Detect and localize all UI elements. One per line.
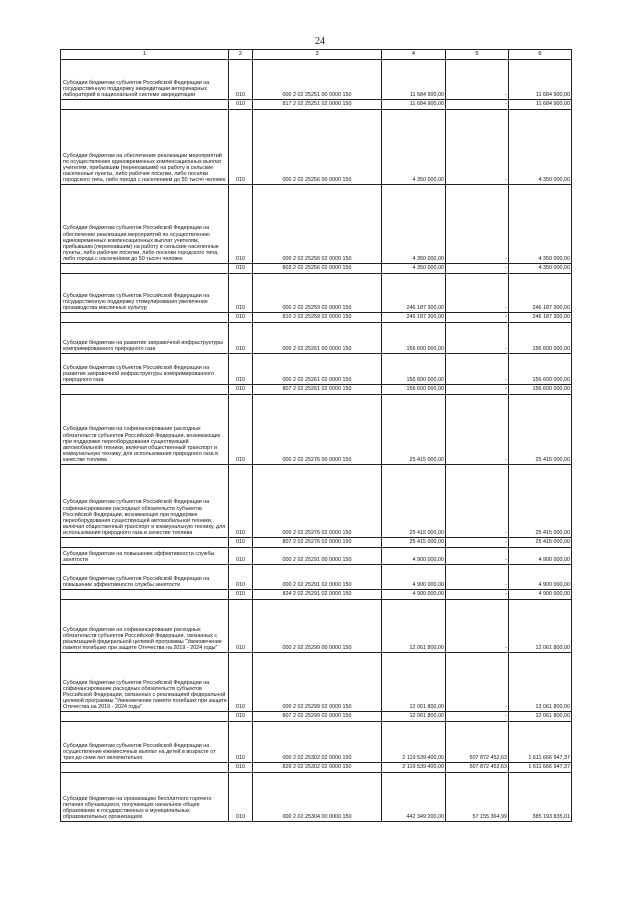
row-group-code: 010 <box>229 600 253 653</box>
table-row <box>61 538 572 548</box>
table-row <box>61 313 572 323</box>
row-amount-col6: 12 061 800,00 <box>509 653 572 712</box>
row-description: Субсидии бюджетам на софинансирование расходных обязательств субъектов Российской Федерации, связанных с реализацией федеральной целевой программы "Увековечение памяти погибших при защите Отечества на 2019 - 2024 годы" <box>61 600 229 653</box>
row-description <box>61 763 229 773</box>
row-budget-code: 000 2 02 25299 02 0000 150 <box>253 653 382 712</box>
table-row <box>61 185 572 264</box>
row-amount-col5: - <box>446 110 509 185</box>
table-row <box>61 722 572 763</box>
row-amount-col4: 4 900 000,00 <box>382 565 446 590</box>
row-amount-col5: - <box>446 600 509 653</box>
table-row <box>61 712 572 722</box>
row-description <box>61 385 229 395</box>
row-amount-col4: 4 350 000,00 <box>382 185 446 264</box>
row-group-code: 010 <box>229 313 253 323</box>
row-description: Субсидии бюджетам субъектов Российской Федерации на софинансирование расходных обязательств субъектов Российской Федерации, возникающих при поддержке переоборудования существующей автомобильной техники, включая общественный транспорт и коммунальную технику, для использования природного газа в качестве топлива <box>61 465 229 538</box>
row-budget-code: 000 2 02 25261 02 0000 150 <box>253 354 382 385</box>
row-budget-code: 000 2 02 25261 00 0000 150 <box>253 323 382 354</box>
row-amount-col6: 4 900 000,00 <box>509 590 572 600</box>
row-description: Субсидии бюджетам субъектов Российской Федерации на государственную поддержку стимулирования увеличения производства масличных культур <box>61 274 229 313</box>
row-budget-code: 000 2 02 25291 02 0000 150 <box>253 565 382 590</box>
row-amount-col4: 442 349 200,00 <box>382 773 446 822</box>
row-amount-col4: 11 684 900,00 <box>382 100 446 110</box>
row-group-code: 010 <box>229 565 253 590</box>
column-header: 5 <box>446 50 509 60</box>
row-budget-code: 824 2 02 25291 02 0000 150 <box>253 590 382 600</box>
row-description: Субсидии бюджетам субъектов Российской Федерации на развитие заправочной инфраструктуры компримированного природного газа <box>61 354 229 385</box>
row-group-code: 010 <box>229 185 253 264</box>
row-group-code: 010 <box>229 712 253 722</box>
row-amount-col4: 246 187 300,00 <box>382 313 446 323</box>
row-amount-col5: - <box>446 60 509 100</box>
column-header: 6 <box>509 50 572 60</box>
row-amount-col6: 246 187 300,00 <box>509 313 572 323</box>
row-group-code: 010 <box>229 773 253 822</box>
row-amount-col4: 4 350 000,00 <box>382 110 446 185</box>
row-description: Субсидии бюджетам на развитие заправочной инфраструктуры компримированного природного газа <box>61 323 229 354</box>
table-row <box>61 773 572 822</box>
row-amount-col5: - <box>446 185 509 264</box>
row-amount-col4: 2 119 539 400,00 <box>382 763 446 773</box>
row-group-code: 010 <box>229 653 253 712</box>
row-budget-code: 826 2 02 25302 02 0000 150 <box>253 763 382 773</box>
row-description <box>61 100 229 110</box>
column-header: 4 <box>382 50 446 60</box>
row-description <box>61 590 229 600</box>
row-budget-code: 000 2 02 25276 00 0000 150 <box>253 395 382 465</box>
table-row <box>61 600 572 653</box>
column-header: 3 <box>253 50 382 60</box>
row-budget-code: 000 2 02 25291 00 0000 150 <box>253 548 382 565</box>
row-budget-code: 000 2 02 25256 00 0000 150 <box>253 110 382 185</box>
row-group-code: 010 <box>229 395 253 465</box>
row-budget-code: 807 2 02 25276 02 0000 150 <box>253 538 382 548</box>
row-amount-col4: 12 061 800,00 <box>382 712 446 722</box>
row-group-code: 010 <box>229 385 253 395</box>
row-budget-code: 000 2 02 25251 00 0000 150 <box>253 60 382 100</box>
row-amount-col5: - <box>446 653 509 712</box>
row-group-code: 010 <box>229 354 253 385</box>
table-row <box>61 465 572 538</box>
row-amount-col4: 12 061 800,00 <box>382 600 446 653</box>
row-description <box>61 538 229 548</box>
row-amount-col6: 156 600 000,00 <box>509 385 572 395</box>
row-amount-col5: - <box>446 323 509 354</box>
row-amount-col6: 4 350 000,00 <box>509 185 572 264</box>
page-number: 24 <box>315 36 325 47</box>
row-amount-col5: 507 872 452,63 <box>446 722 509 763</box>
table-row <box>61 60 572 100</box>
row-amount-col6: 1 611 666 947,37 <box>509 722 572 763</box>
row-description: Субсидии бюджетам на обеспечение реализации мероприятий по осуществлению единовременных компенсационных выплат учителям, прибывшим (переехавшим) на работу в сельские населенные пункты, либо рабочие поселки, либо поселки городского типа, либо города с населением до 50 тысяч человек <box>61 110 229 185</box>
row-description <box>61 712 229 722</box>
row-amount-col4: 156 600 000,00 <box>382 354 446 385</box>
row-amount-col5: - <box>446 565 509 590</box>
row-description: Субсидии бюджетам субъектов Российской Федерации на осуществление ежемесячных выплат на детей в возрасте от трех до семи лет включительно <box>61 722 229 763</box>
row-description: Субсидии бюджетам на организацию бесплатного горячего питания обучающихся, получающих начальное общее образование в государственных и муниципальных образовательных организациях <box>61 773 229 822</box>
row-amount-col6: 25 415 000,00 <box>509 395 572 465</box>
row-amount-col5: - <box>446 274 509 313</box>
table-row <box>61 653 572 712</box>
row-amount-col6: 12 061 800,00 <box>509 712 572 722</box>
row-budget-code: 807 2 02 25299 02 0000 150 <box>253 712 382 722</box>
row-group-code: 010 <box>229 538 253 548</box>
row-group-code: 010 <box>229 264 253 274</box>
row-amount-col5: 507 872 452,63 <box>446 763 509 773</box>
column-header: 1 <box>61 50 229 60</box>
row-amount-col6: 156 600 000,00 <box>509 354 572 385</box>
table-row <box>61 590 572 600</box>
row-amount-col6: 4 900 000,00 <box>509 548 572 565</box>
row-amount-col4: 246 187 300,00 <box>382 274 446 313</box>
row-group-code: 010 <box>229 274 253 313</box>
row-amount-col4: 25 415 000,00 <box>382 465 446 538</box>
table-row <box>61 323 572 354</box>
row-amount-col4: 4 900 000,00 <box>382 548 446 565</box>
row-amount-col6: 246 187 300,00 <box>509 274 572 313</box>
row-budget-code: 000 2 02 25259 02 0000 150 <box>253 274 382 313</box>
row-amount-col5: - <box>446 590 509 600</box>
row-amount-col4: 4 900 000,00 <box>382 590 446 600</box>
row-amount-col6: 156 600 000,00 <box>509 323 572 354</box>
row-amount-col6: 1 611 666 947,37 <box>509 763 572 773</box>
row-budget-code: 803 2 02 25256 02 0000 150 <box>253 264 382 274</box>
row-group-code: 010 <box>229 323 253 354</box>
row-group-code: 010 <box>229 722 253 763</box>
row-group-code: 010 <box>229 110 253 185</box>
row-group-code: 010 <box>229 590 253 600</box>
row-group-code: 010 <box>229 60 253 100</box>
row-budget-code: 817 2 02 25251 02 0000 150 <box>253 100 382 110</box>
row-group-code: 010 <box>229 763 253 773</box>
row-amount-col6: 4 350 000,00 <box>509 110 572 185</box>
table-row <box>61 274 572 313</box>
row-description: Субсидии бюджетам субъектов Российской Федерации на софинансирование расходных обязательств субъектов Российской Федерации, связанных с реализацией федеральной целевой программы "Увековечение памяти погибших при защите Отечества на 2019 - 2024 годы" <box>61 653 229 712</box>
row-amount-col6: 4 350 000,00 <box>509 264 572 274</box>
row-group-code: 010 <box>229 465 253 538</box>
row-description <box>61 313 229 323</box>
row-amount-col4: 25 415 000,00 <box>382 538 446 548</box>
table-row <box>61 395 572 465</box>
row-amount-col6: 12 061 800,00 <box>509 600 572 653</box>
table-row <box>61 763 572 773</box>
row-amount-col4: 156 600 000,00 <box>382 385 446 395</box>
table-row <box>61 548 572 565</box>
table-header-row <box>61 50 572 60</box>
row-budget-code: 000 2 02 25299 00 0000 150 <box>253 600 382 653</box>
row-amount-col6: 4 900 000,00 <box>509 565 572 590</box>
row-budget-code: 000 2 02 25302 02 0000 150 <box>253 722 382 763</box>
row-amount-col5: - <box>446 712 509 722</box>
row-budget-code: 000 2 02 25304 00 0000 150 <box>253 773 382 822</box>
row-description: Субсидии бюджетам субъектов Российской Федерации на государственную поддержку аккредитации ветеринарных лабораторий в национальной системе аккредитации <box>61 60 229 100</box>
row-description: Субсидии бюджетам субъектов Российской Федерации на обеспечение реализации мероприятий по осуществлению единовременных компенсационных выплат учителям, прибывшим (переехавшим) на работу в сельские населенные пункты, либо рабочие поселки, либо поселки городского типа, либо города с населением до 50 тысяч человек <box>61 185 229 264</box>
row-description: Субсидии бюджетам субъектов Российской Федерации на повышение эффективности службы занятости <box>61 565 229 590</box>
row-amount-col4: 4 350 000,00 <box>382 264 446 274</box>
row-amount-col5: 57 155 364,99 <box>446 773 509 822</box>
table-row <box>61 110 572 185</box>
row-amount-col4: 156 600 000,00 <box>382 323 446 354</box>
row-amount-col4: 25 415 000,00 <box>382 395 446 465</box>
row-amount-col5: - <box>446 538 509 548</box>
table-row <box>61 264 572 274</box>
table-row <box>61 100 572 110</box>
row-description: Субсидии бюджетам на софинансирование расходных обязательств субъектов Российской Федерации, возникающих при поддержке переоборудования существующей автомобильной техники, включая общественный транспорт и коммунальную технику, для использования природного газа в качестве топлива <box>61 395 229 465</box>
row-amount-col4: 12 061 800,00 <box>382 653 446 712</box>
row-budget-code: 000 2 02 25276 02 0000 150 <box>253 465 382 538</box>
row-budget-code: 807 2 02 25261 02 0000 150 <box>253 385 382 395</box>
row-amount-col4: 11 684 900,00 <box>382 60 446 100</box>
table-row <box>61 385 572 395</box>
budget-table <box>60 49 572 822</box>
column-header: 2 <box>229 50 253 60</box>
row-budget-code: 000 2 02 25256 02 0000 150 <box>253 185 382 264</box>
row-amount-col5: - <box>446 548 509 565</box>
row-amount-col6: 25 415 000,00 <box>509 538 572 548</box>
row-amount-col5: - <box>446 313 509 323</box>
row-group-code: 010 <box>229 100 253 110</box>
row-amount-col6: 11 684 900,00 <box>509 60 572 100</box>
row-description <box>61 264 229 274</box>
row-amount-col4: 2 119 539 400,00 <box>382 722 446 763</box>
row-amount-col5: - <box>446 465 509 538</box>
row-amount-col5: - <box>446 395 509 465</box>
row-amount-col5: - <box>446 264 509 274</box>
row-amount-col6: 385 193 835,01 <box>509 773 572 822</box>
row-description: Субсидии бюджетам на повышение эффективности службы занятости <box>61 548 229 565</box>
row-amount-col6: 25 415 000,00 <box>509 465 572 538</box>
row-amount-col5: - <box>446 354 509 385</box>
row-budget-code: 810 2 02 25259 02 0000 150 <box>253 313 382 323</box>
table-row <box>61 565 572 590</box>
table-row <box>61 354 572 385</box>
row-amount-col5: - <box>446 385 509 395</box>
row-amount-col6: 11 684 900,00 <box>509 100 572 110</box>
row-group-code: 010 <box>229 548 253 565</box>
row-amount-col5: - <box>446 100 509 110</box>
